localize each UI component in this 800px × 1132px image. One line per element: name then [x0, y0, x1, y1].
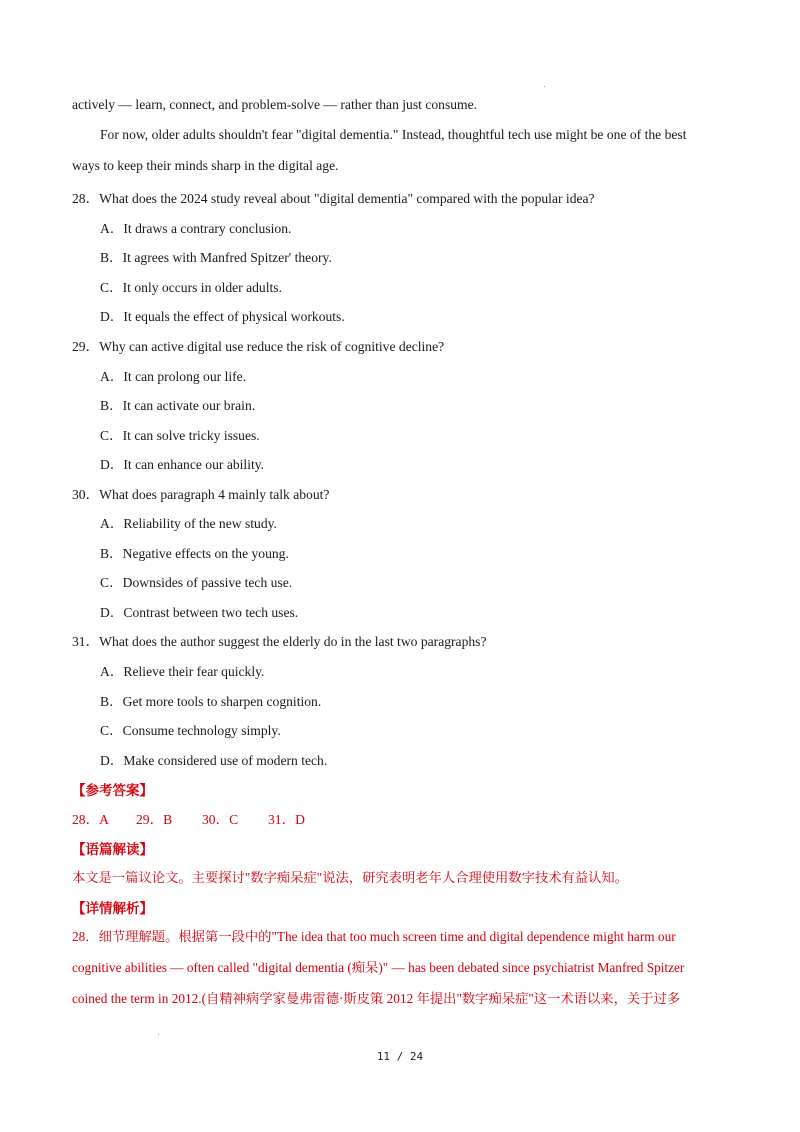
scan-speck [544, 86, 545, 87]
answer-option: C．It can solve tricky issues. [100, 428, 260, 443]
answer-item: 30．C [202, 812, 239, 827]
answer-item: 31．D [268, 812, 306, 827]
question-stem: 29．Why can active digital use reduce the risk of cognitive decline? [72, 339, 445, 354]
passage-line: actively — learn, connect, and problem-solve — rather than just consume. [72, 97, 478, 112]
question-stem: 31．What does the author suggest the elderly do in the last two paragraphs? [72, 634, 487, 649]
answer-option: A．It can prolong our life. [100, 369, 247, 384]
answer-option: D．It can enhance our ability. [100, 457, 265, 472]
answer-option: B．It can activate our brain. [100, 398, 256, 413]
answer-key [72, 808, 305, 828]
question-stem: 30．What does paragraph 4 mainly talk about? [72, 487, 330, 502]
analysis-line: cognitive abilities — often called "digital dementia (痴呆)" — has been debated since psychiatrist Manfred Spitzer [72, 960, 685, 975]
answer-option: C．Downsides of passive tech use. [100, 575, 293, 590]
question-stem: 28．What does the 2024 study reveal about "digital dementia" compared with the popular idea? [72, 191, 595, 206]
passage-line: For now, older adults shouldn't fear "digital dementia." Instead, thoughtful tech use might be one of the best [100, 127, 687, 142]
answer-option: C．It only occurs in older adults. [100, 280, 282, 295]
answer-option: A．It draws a contrary conclusion. [100, 221, 292, 236]
answer-option: A．Reliability of the new study. [100, 516, 277, 531]
answer-key-heading: 【参考答案】 [72, 783, 153, 799]
answer-item: 28．A [72, 812, 110, 827]
answer-item: 29．B [136, 812, 173, 827]
answer-option: D．It equals the effect of physical workouts. [100, 309, 345, 324]
answer-option: A．Relieve their fear quickly. [100, 664, 265, 679]
answer-option: D．Make considered use of modern tech. [100, 753, 328, 768]
page-number: 11 / 24 [376, 1050, 424, 1063]
analysis-heading: 【详情解析】 [72, 901, 153, 917]
answer-option: D．Contrast between two tech uses. [100, 605, 299, 620]
answer-option: C．Consume technology simply. [100, 723, 281, 738]
passage-line: ways to keep their minds sharp in the digital age. [72, 158, 339, 173]
summary-text: 本文是一篇议论文。主要探讨"数字痴呆症"说法，研究表明老年人合理使用数字技术有益认知。 [72, 870, 629, 885]
answer-option: B．Get more tools to sharpen cognition. [100, 694, 322, 709]
answer-option: B．Negative effects on the young. [100, 546, 289, 561]
analysis-line: coined the term in 2012.(自精神病学家曼弗雷德·斯皮策 2012 年提出"数字痴呆症"这一术语以来，关于过多 [72, 991, 681, 1006]
summary-heading: 【语篇解读】 [72, 842, 153, 858]
analysis-line: 28．细节理解题。根据第一段中的"The idea that too much screen time and digital dependence might harm our [72, 929, 676, 944]
answer-option: B．It agrees with Manfred Spitzer' theory. [100, 250, 332, 265]
scan-speck [158, 1034, 159, 1035]
